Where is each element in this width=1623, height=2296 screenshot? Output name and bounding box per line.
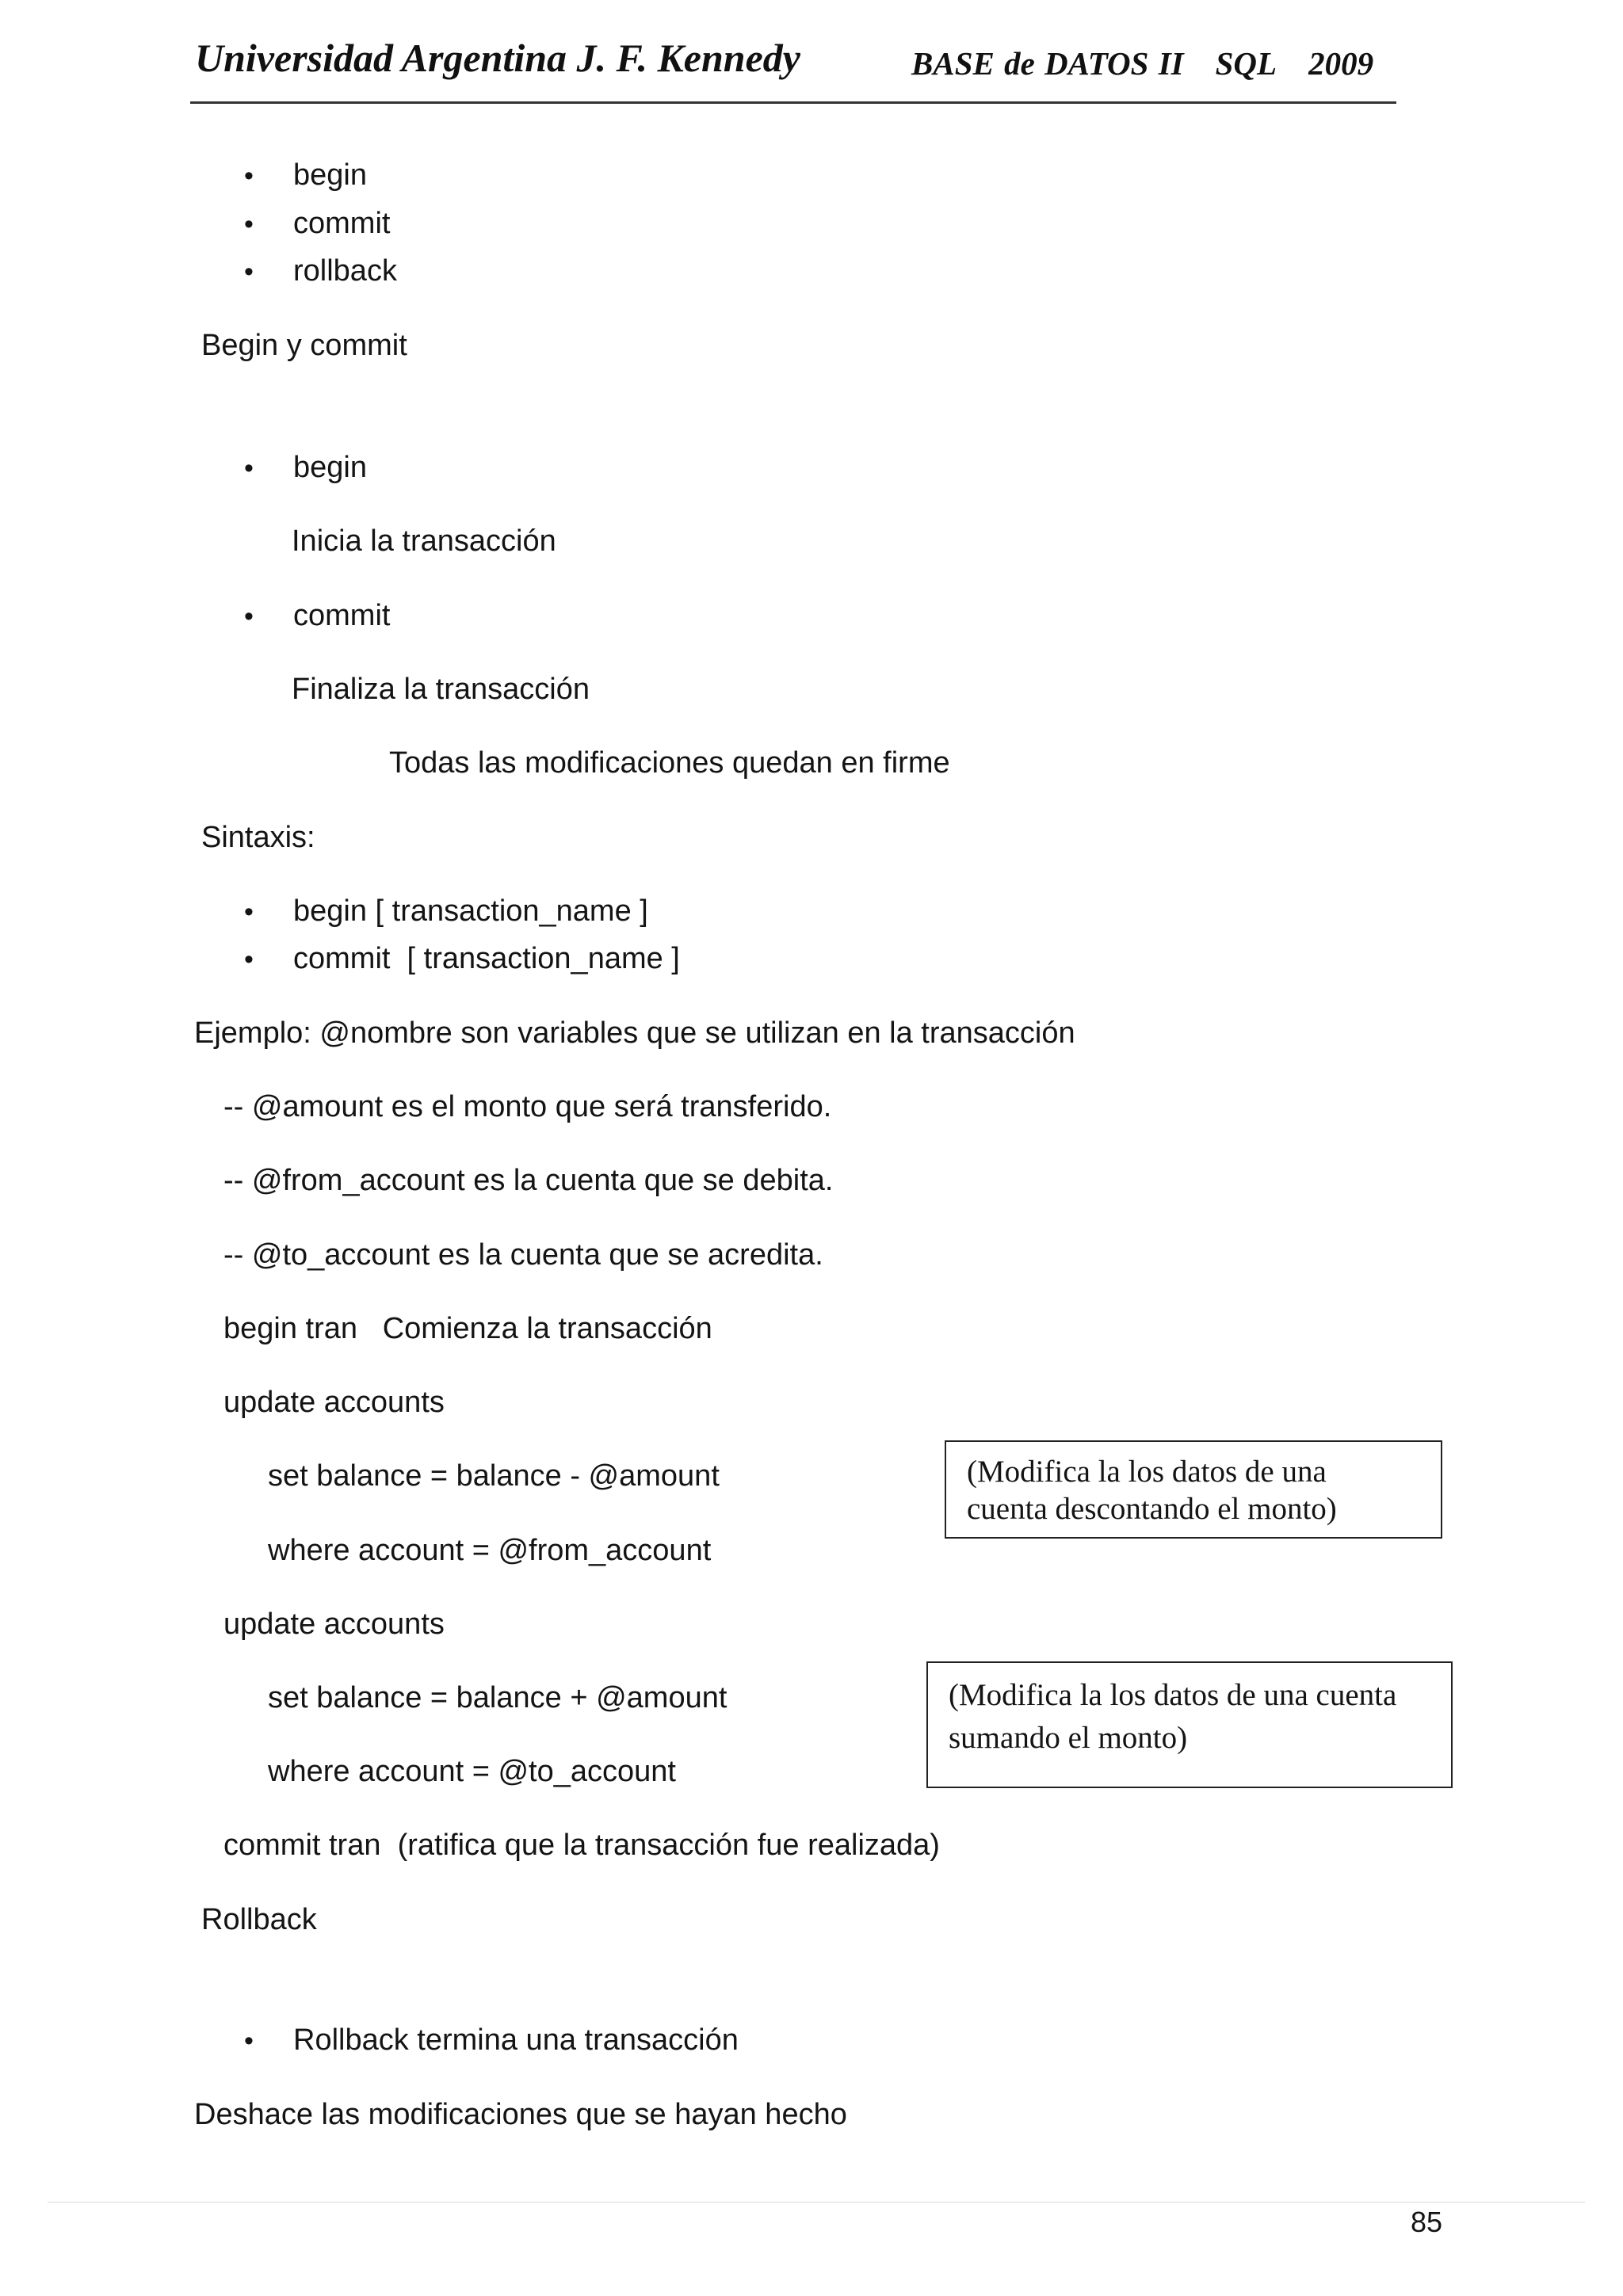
bullet-icon: • (244, 2026, 254, 2056)
code-line: update accounts (223, 1386, 445, 1419)
bullet-icon: • (244, 601, 254, 631)
description-text: Inicia la transacción (292, 524, 556, 558)
header-course: BASE de DATOS II (911, 45, 1184, 82)
annotation-box-debit (945, 1440, 1442, 1539)
section-heading-begin-commit: Begin y commit (201, 329, 407, 362)
description-text: Deshace las modificaciones que se hayan hecho (194, 2098, 847, 2131)
syntax-line: commit [ transaction_name ] (293, 942, 680, 975)
code-comment: -- @from_account es la cuenta que se debita. (223, 1164, 834, 1197)
list-item: begin (293, 158, 367, 192)
bullet-icon: • (244, 944, 254, 974)
code-comment: -- @amount es el monto que será transferido. (223, 1090, 832, 1123)
annotation-line: cuenta descontando el monto) (967, 1492, 1337, 1526)
description-text: Finaliza la transacción (292, 673, 590, 706)
syntax-line: begin [ transaction_name ] (293, 894, 648, 928)
header-year: 2009 (1308, 45, 1374, 82)
code-line: set balance = balance + @amount (268, 1681, 727, 1714)
bullet-icon: • (244, 209, 254, 239)
code-line: set balance = balance - @amount (268, 1459, 720, 1493)
code-comment: -- @to_account es la cuenta que se acredita. (223, 1238, 823, 1272)
header-university: Universidad Argentina J. F. Kennedy (195, 36, 800, 80)
footer-divider (48, 2202, 1585, 2203)
example-intro: Ejemplo: @nombre son variables que se utilizan en la transacción (194, 1016, 1075, 1050)
code-line: update accounts (223, 1608, 445, 1641)
bullet-icon: • (244, 897, 254, 927)
list-item: rollback (293, 254, 397, 288)
bullet-icon: • (244, 257, 254, 287)
bullet-icon: • (244, 161, 254, 191)
code-line: begin tran Comienza la transacción (223, 1312, 712, 1345)
description-text: Todas las modificaciones quedan en firme (389, 746, 950, 780)
annotation-line: (Modifica la los datos de una cuenta (949, 1678, 1397, 1712)
section-heading-rollback: Rollback (201, 1903, 317, 1936)
page-number: 85 (1411, 2206, 1443, 2238)
code-line: where account = @from_account (268, 1534, 712, 1567)
header-divider (190, 101, 1396, 104)
list-item: Rollback termina una transacción (293, 2023, 739, 2057)
code-line: where account = @to_account (268, 1755, 676, 1788)
annotation-box-credit (926, 1661, 1453, 1788)
list-item: commit (293, 599, 391, 632)
list-item: begin (293, 451, 367, 484)
section-heading-sintaxis: Sintaxis: (201, 821, 315, 854)
annotation-line: (Modifica la los datos de una (967, 1455, 1327, 1489)
list-item: commit (293, 207, 391, 240)
annotation-line: sumando el monto) (949, 1721, 1188, 1755)
bullet-icon: • (244, 453, 254, 483)
header-topic: SQL (1215, 45, 1277, 82)
code-line: commit tran (ratifica que la transacción fue realizada) (223, 1829, 940, 1862)
header-course-info (911, 44, 1373, 82)
